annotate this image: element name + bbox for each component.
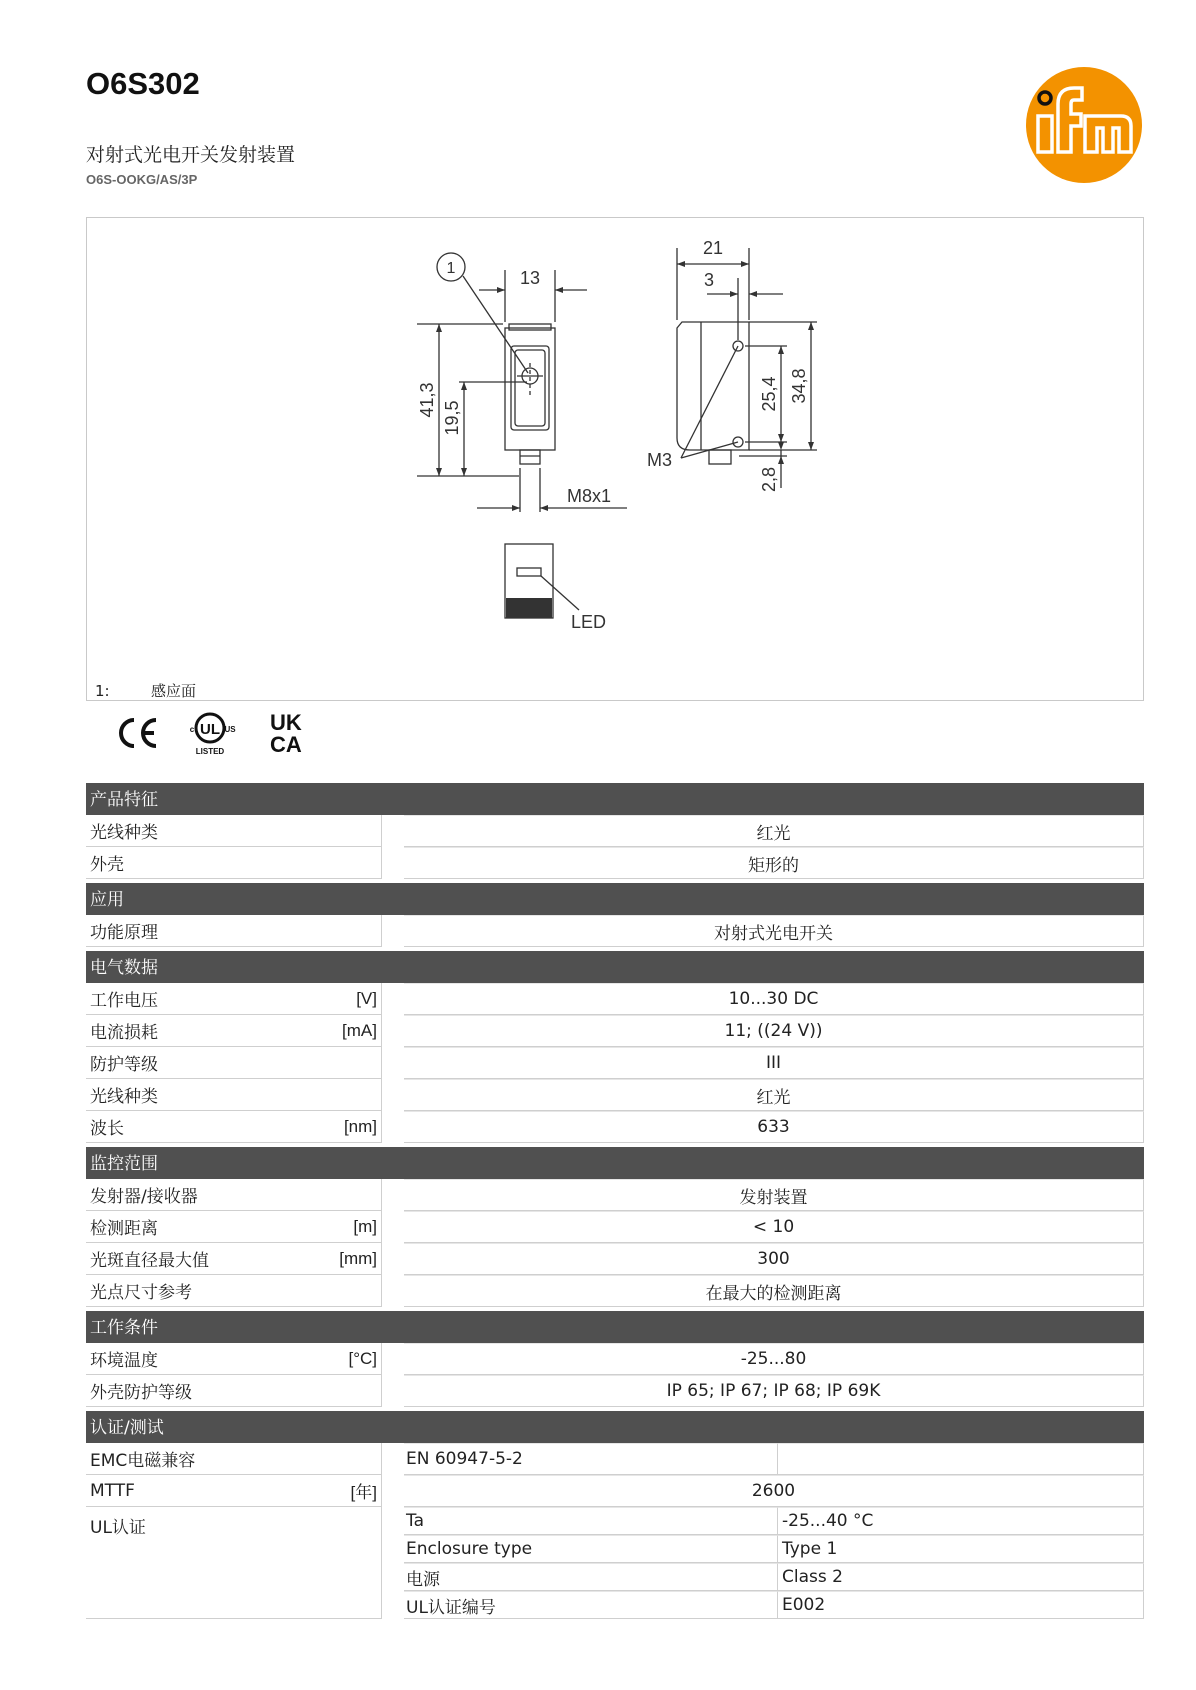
row-label: MTTF [年] <box>86 1475 382 1507</box>
row-value: 对射式光电开关 <box>404 915 1144 947</box>
ul-value: E002 <box>778 1591 1144 1619</box>
table-row <box>86 1111 1144 1143</box>
table-row <box>86 1079 1144 1111</box>
culus-listed-icon <box>190 714 236 756</box>
section-header-features: 产品特征 <box>86 783 1144 815</box>
row-label: 光线种类 <box>86 1079 382 1111</box>
dimension-drawing <box>86 217 1144 701</box>
row-label: 发射器/接收器 <box>86 1179 382 1211</box>
row-value: III <box>404 1047 1144 1079</box>
table-row <box>86 815 1144 847</box>
table-row <box>404 1591 1144 1619</box>
product-subtitle: 对射式光电开关发射装置 <box>86 144 296 166</box>
certification-marks <box>110 708 330 758</box>
svg-text:CA: CA <box>270 732 302 757</box>
section-header-monitoring-range: 监控范围 <box>86 1147 1144 1179</box>
row-value: < 10 <box>404 1211 1144 1243</box>
table-row <box>86 847 1144 879</box>
row-label: 工作电压 [V] <box>86 983 382 1015</box>
table-row <box>86 1375 1144 1407</box>
product-title: O6S302 <box>86 66 200 101</box>
row-value: 在最大的检测距离 <box>404 1275 1144 1307</box>
product-code: O6S-OOKG/AS/3P <box>86 172 198 187</box>
row-value: 633 <box>404 1111 1144 1143</box>
section-header-operating-conditions: 工作条件 <box>86 1311 1144 1343</box>
table-row <box>86 1047 1144 1079</box>
ce-mark-icon <box>121 720 156 746</box>
row-label: 功能原理 <box>86 915 382 947</box>
row-value: 2600 <box>404 1475 1144 1507</box>
m3-label: M3 <box>647 450 673 470</box>
table-row <box>404 1563 1144 1591</box>
table-row <box>86 1015 1144 1047</box>
row-label: 光线种类 <box>86 815 382 847</box>
footnote-text: 感应面 <box>151 682 197 700</box>
table-row <box>86 983 1144 1015</box>
row-value: 300 <box>404 1243 1144 1275</box>
row-label: UL认证 <box>86 1507 382 1619</box>
row-value: 10...30 DC <box>404 983 1144 1015</box>
row-value: IP 65; IP 67; IP 68; IP 69K <box>404 1375 1144 1407</box>
ul-value: Type 1 <box>778 1535 1144 1563</box>
table-row <box>86 915 1144 947</box>
dim-13-label: 13 <box>519 268 541 288</box>
svg-text:c: c <box>189 725 195 734</box>
table-row <box>86 1443 1144 1475</box>
section-header-application: 应用 <box>86 883 1144 915</box>
row-label: 检测距离 [m] <box>86 1211 382 1243</box>
row-label: 防护等级 <box>86 1047 382 1079</box>
dim-3-label: 3 <box>703 270 715 290</box>
table-row <box>86 1211 1144 1243</box>
row-label: 光点尺寸参考 <box>86 1275 382 1307</box>
svg-text:US: US <box>224 725 236 734</box>
table-row <box>86 1179 1144 1211</box>
row-value: 红光 <box>404 1079 1144 1111</box>
dim-41-3-label: 41,3 <box>417 382 437 418</box>
row-value: 11; ((24 V)) <box>404 1015 1144 1047</box>
ul-value: -25...40 °C <box>778 1507 1144 1535</box>
dim-21-label: 21 <box>702 238 724 258</box>
row-label: 环境温度 [°C] <box>86 1343 382 1375</box>
table-row <box>404 1535 1144 1563</box>
table-row <box>404 1507 1144 1535</box>
ul-value: Class 2 <box>778 1563 1144 1591</box>
dim-25-4-label: 25,4 <box>759 376 779 412</box>
ul-key: Enclosure type <box>404 1535 778 1563</box>
emc-value: EN 60947-5-2 <box>404 1443 778 1475</box>
row-label: 波长 [nm] <box>86 1111 382 1143</box>
svg-text:UL: UL <box>200 721 220 738</box>
table-row <box>86 1275 1144 1307</box>
m8-label: M8x1 <box>567 486 612 506</box>
spec-table <box>86 779 1144 1619</box>
ul-approval-block <box>86 1507 1144 1619</box>
ifm-logo <box>1025 66 1143 184</box>
led-label: LED <box>571 612 607 632</box>
emc-empty-cell <box>778 1443 1144 1475</box>
ul-key: UL认证编号 <box>404 1591 778 1619</box>
row-label: 电流损耗 [mA] <box>86 1015 382 1047</box>
row-label: 光斑直径最大值 [mm] <box>86 1243 382 1275</box>
row-label: 外壳防护等级 <box>86 1375 382 1407</box>
dimension-drawing-svg <box>87 218 1143 700</box>
svg-text:LISTED: LISTED <box>195 747 225 756</box>
ukca-mark-icon <box>270 710 302 757</box>
ul-key: Ta <box>404 1507 778 1535</box>
svg-text:UK: UK <box>270 710 302 735</box>
table-row <box>86 1343 1144 1375</box>
footnote-number: 1: <box>95 682 110 700</box>
row-value: -25...80 <box>404 1343 1144 1375</box>
row-value: 矩形的 <box>404 847 1144 879</box>
table-row <box>86 1475 1144 1507</box>
row-value: 发射装置 <box>404 1179 1144 1211</box>
row-label: EMC电磁兼容 <box>86 1443 382 1475</box>
callout-label: 1 <box>446 260 456 277</box>
row-label: 外壳 <box>86 847 382 879</box>
ul-key: 电源 <box>404 1563 778 1591</box>
table-row <box>86 1243 1144 1275</box>
section-header-electrical: 电气数据 <box>86 951 1144 983</box>
row-value: 红光 <box>404 815 1144 847</box>
dim-2-8-label: 2,8 <box>759 466 779 492</box>
section-header-approvals: 认证/测试 <box>86 1411 1144 1443</box>
dim-34-8-label: 34,8 <box>789 368 809 404</box>
dim-19-5-label: 19,5 <box>442 400 462 436</box>
drawing-footnote <box>95 680 196 701</box>
